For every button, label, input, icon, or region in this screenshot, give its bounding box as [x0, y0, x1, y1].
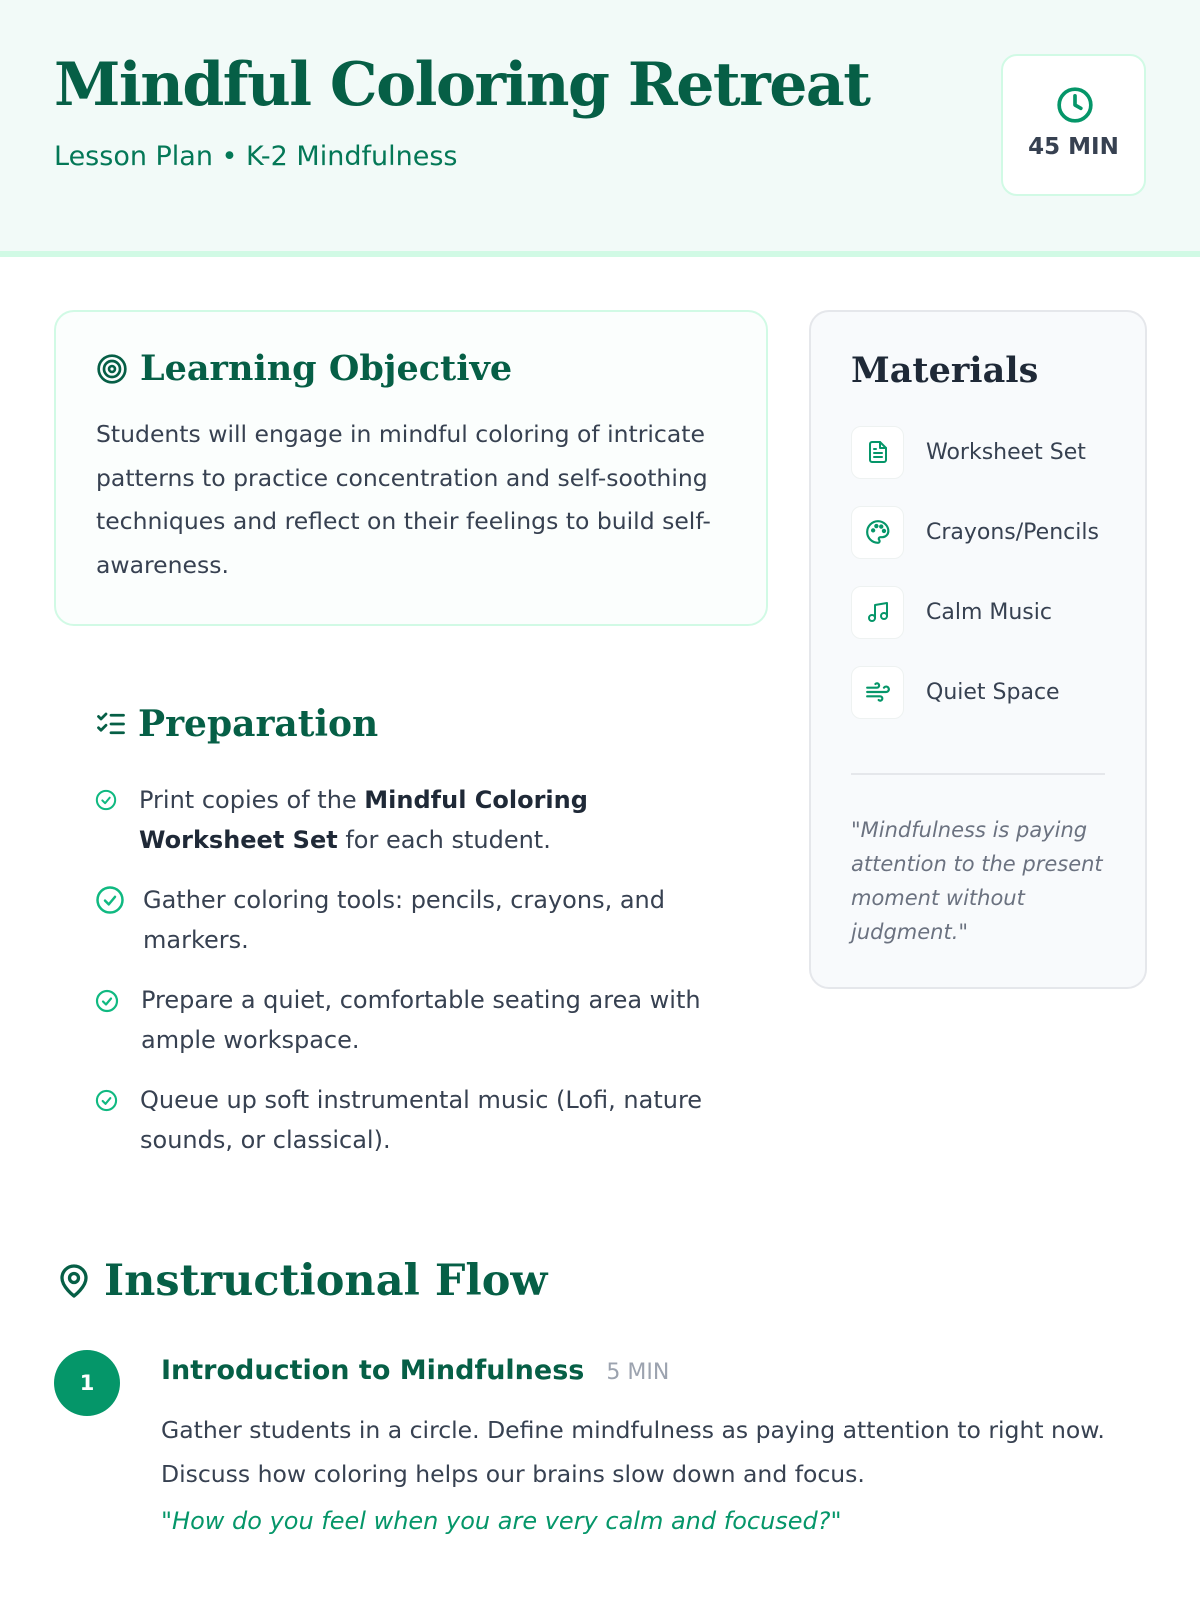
- page-title: Mindful Coloring Retreat: [54, 50, 870, 120]
- music-note-icon: [851, 586, 904, 639]
- preparation-item: [95, 1080, 735, 1160]
- material-label: Worksheet Set: [926, 439, 1086, 465]
- checklist-icon: [96, 709, 126, 739]
- target-icon: [96, 353, 128, 385]
- check-circle-icon: [95, 1089, 118, 1112]
- preparation-item-text: Print copies of the Mindful Coloring Worksheet Set for each student.: [139, 786, 588, 854]
- preparation-item-text: Gather coloring tools: pencils, crayons, and markers.: [143, 886, 665, 954]
- step-title: Introduction to Mindfulness: [161, 1355, 585, 1386]
- map-pin-icon: [56, 1261, 92, 1301]
- materials-divider: [851, 773, 1105, 775]
- material-item: [851, 665, 1099, 719]
- flow-heading: [56, 1256, 547, 1306]
- material-label: Quiet Space: [926, 679, 1060, 705]
- step-description: Gather students in a circle. Define mindfulness as paying attention to right now. Discuss how coloring helps our brains slow down and focus.: [161, 1416, 1105, 1488]
- check-circle-icon: [95, 789, 117, 811]
- check-circle-icon: [95, 885, 125, 915]
- lesson-header: [0, 0, 1200, 257]
- duration-label: 45 MIN: [1028, 134, 1119, 160]
- flow-heading-text: Instructional Flow: [104, 1256, 548, 1306]
- materials-heading: Materials: [851, 350, 1039, 391]
- preparation-item-text: Prepare a quiet, comfortable seating area with ample workspace.: [141, 986, 701, 1054]
- step-duration: 5 MIN: [606, 1360, 670, 1385]
- step-number: 1: [54, 1350, 120, 1416]
- preparation-item: [95, 880, 735, 960]
- preparation-item-text: Queue up soft instrumental music (Lofi, nature sounds, or classical).: [140, 1086, 703, 1154]
- page-subtitle: Lesson Plan • K-2 Mindfulness: [54, 141, 458, 172]
- materials-quote: "Mindfulness is paying attention to the present moment without judgment.": [851, 818, 1103, 944]
- preparation-list: [95, 780, 735, 1180]
- objective-heading-text: Learning Objective: [140, 348, 513, 389]
- objective-heading: [96, 348, 512, 389]
- preparation-heading-text: Preparation: [138, 703, 379, 745]
- materials-list: [851, 425, 1099, 745]
- check-circle-icon: [95, 989, 119, 1013]
- clock-icon: [1055, 85, 1095, 125]
- material-item: [851, 585, 1099, 639]
- material-item: [851, 505, 1099, 559]
- preparation-item: [95, 980, 735, 1060]
- wind-icon: [851, 666, 904, 719]
- document-icon: [851, 426, 904, 479]
- material-item: [851, 425, 1099, 479]
- preparation-item: [95, 780, 735, 860]
- material-label: Calm Music: [926, 599, 1052, 625]
- step-header: [161, 1355, 669, 1386]
- step-discussion-prompt: "How do you feel when you are very calm and focused?": [161, 1507, 842, 1535]
- objective-text: Students will engage in mindful coloring of intricate patterns to practice concentration and self-soothing techniques and reflect on their feelings to build self-awareness.: [96, 420, 711, 579]
- material-label: Crayons/Pencils: [926, 519, 1099, 545]
- duration-card: [1001, 54, 1146, 196]
- preparation-heading: [96, 703, 378, 745]
- palette-icon: [851, 506, 904, 559]
